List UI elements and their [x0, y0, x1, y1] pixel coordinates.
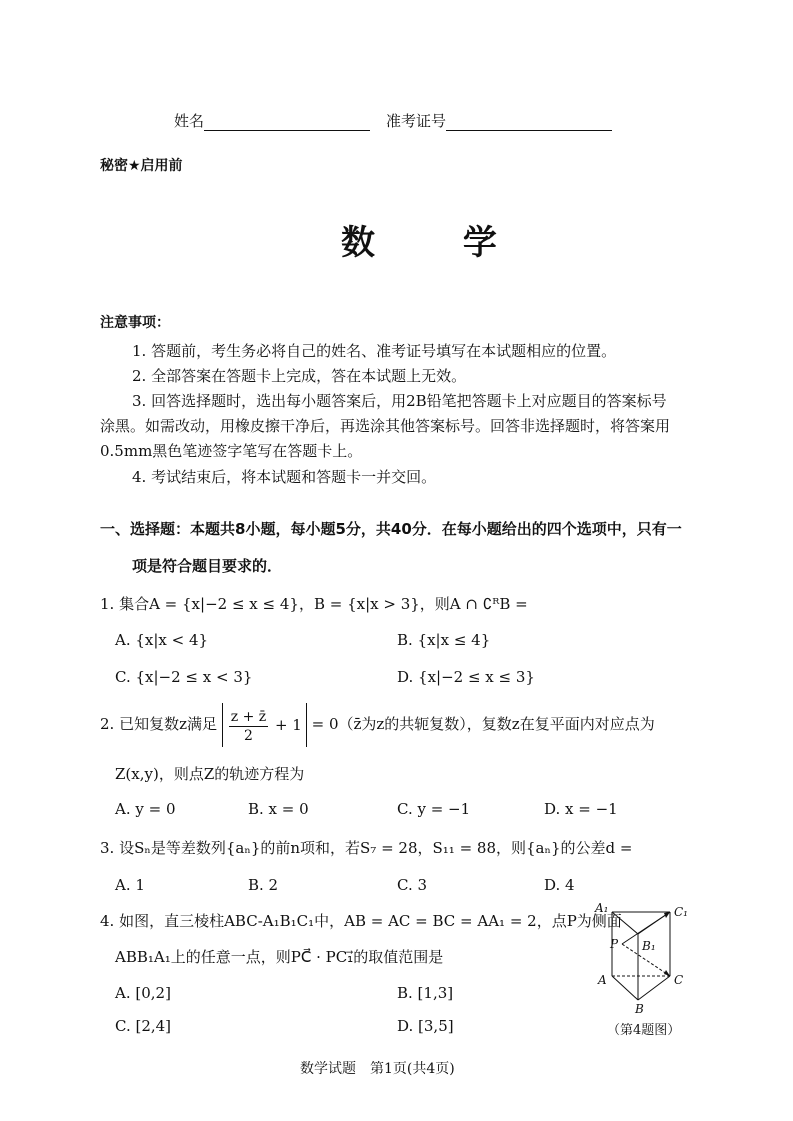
q4-option-c[interactable]: C. [2,4] [115, 1017, 172, 1035]
notice-item: 0.5mm黑色笔迹签字笔写在答题卡上。 [100, 442, 363, 460]
page-footer: 数学试题 第1页(共4页) [300, 1061, 455, 1077]
q2-option-c[interactable]: C. y = −1 [397, 800, 471, 818]
edge-bc [638, 976, 670, 1000]
edge-a1b1 [612, 912, 638, 934]
q3-option-d[interactable]: D. 4 [544, 876, 575, 894]
notice-item: 1. 答题前，考生务必将自己的姓名、准考证号填写在本试题相应的位置。 [132, 342, 617, 360]
exam-id-row [386, 110, 612, 131]
q2-option-b[interactable]: B. x = 0 [248, 800, 309, 818]
confidential-mark: 秘密★启用前 [100, 158, 183, 174]
q1-option-a[interactable]: A. {x|x < 4} [115, 631, 209, 649]
exam-id-label: 准考证号 [386, 112, 447, 130]
section-heading: 一、选择题：本题共8小题，每小题5分，共40分．在每小题给出的四个选项中，只有一 [100, 520, 682, 538]
notice-item: 3. 回答选择题时，选出每小题答案后，用2B铅笔把答题卡上对应题目的答案标号 [132, 392, 667, 410]
question-3-stem: 3. 设Sₙ是等差数列{aₙ}的前n项和，若S₇ = 28，S₁₁ = 88，则{aₙ}的公差d = [100, 839, 633, 857]
arrowhead-c [664, 970, 670, 976]
q4-option-d[interactable]: D. [3,5] [397, 1017, 454, 1035]
q3-option-a[interactable]: A. 1 [115, 876, 145, 894]
section-heading-cont: 项是符合题目要求的． [132, 557, 283, 575]
q2-option-a[interactable]: A. y = 0 [115, 800, 176, 818]
label-c1: C₁ [674, 905, 688, 919]
question-1-stem: 1. 集合A = {x|−2 ≤ x ≤ 4}，B = {x|x > 3}，则A ∩ ∁ᴿB = [100, 595, 528, 613]
label-b1: B₁ [642, 939, 656, 953]
question-4-stem-cont: ABB₁A₁上的任意一点，则PC⃗ · PC₁⃗的取值范围是 [115, 948, 444, 966]
q2-fraction [229, 708, 268, 745]
label-p: P [610, 937, 619, 951]
q3-option-c[interactable]: C. 3 [397, 876, 428, 894]
label-b: B [635, 1002, 644, 1014]
label-c: C [674, 973, 684, 987]
q4-prism-figure [590, 902, 690, 1014]
arrowhead-c1 [664, 912, 670, 918]
label-a: A [598, 973, 607, 987]
question-4-stem: 4. 如图，直三棱柱ABC-A₁B₁C₁中，AB = AC = BC = AA₁ = 2，点P为侧面 [100, 912, 622, 930]
name-blank[interactable] [204, 114, 370, 131]
q2-abs-expression [222, 703, 307, 747]
q2-frac-num: z + z̄ [230, 708, 267, 725]
notice-item: 4. 考试结束后，将本试题和答题卡一并交回。 [132, 468, 437, 486]
notice-item: 2. 全部答案在答题卡上完成，答在本试题上无效。 [132, 367, 467, 385]
q1-option-c[interactable]: C. {x|−2 ≤ x < 3} [115, 668, 253, 686]
q2-option-d[interactable]: D. x = −1 [544, 800, 618, 818]
question-2-stem [100, 701, 655, 747]
q2-frac-den: 2 [244, 727, 253, 744]
notice-heading: 注意事项： [100, 315, 170, 331]
q4-figure-caption: （第4题图） [607, 1023, 681, 1038]
q1-option-d[interactable]: D. {x|−2 ≤ x ≤ 3} [397, 668, 535, 686]
q2-abs-tail: + 1 [274, 716, 302, 734]
page-title: 数 学 [341, 223, 535, 263]
q3-option-b[interactable]: B. 2 [248, 876, 279, 894]
q4-option-b[interactable]: B. [1,3] [397, 984, 454, 1002]
label-a1: A₁ [595, 902, 609, 915]
exam-id-blank[interactable] [446, 114, 612, 131]
notice-item: 涂黑。如需改动，用橡皮擦干净后，再选涂其他答案标号。回答非选择题时，将答案用 [100, 417, 671, 435]
q2-stem-post: = 0（z̄为z的共轭复数），复数z在复平面内对应点为 [311, 715, 655, 733]
q2-stem-pre: 2. 已知复数z满足 [100, 715, 217, 733]
q1-option-b[interactable]: B. {x|x ≤ 4} [397, 631, 491, 649]
question-2-line2: Z(x,y)，则点Z的轨迹方程为 [115, 765, 305, 783]
edge-ab [612, 976, 638, 1000]
name-label: 姓名 [174, 112, 205, 130]
name-field-row [174, 110, 370, 131]
q4-option-a[interactable]: A. [0,2] [115, 984, 171, 1002]
